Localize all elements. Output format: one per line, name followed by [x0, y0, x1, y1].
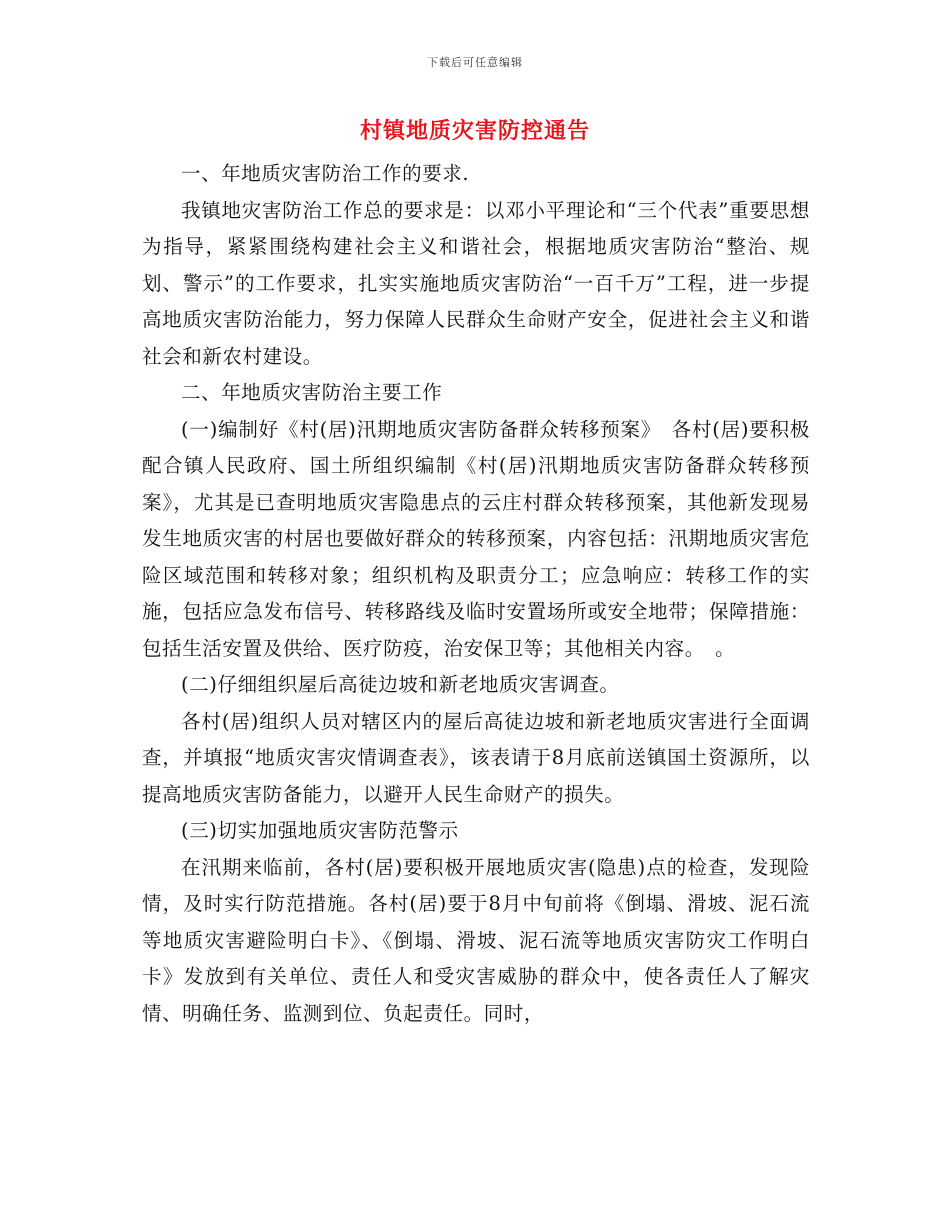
paragraph-general-requirements: 我镇地灾害防治工作总的要求是：以邓小平理论和“三个代表”重要思想为指导，紧紧围绕构建社会主义和谐社会，根据地质灾害防治“整治、规划、警示”的工作要求，扎实实施地质灾害防治“一百千万”工程，进一步提高地质灾害防治能力，努力保障人民群众生命财产安全，促进社会主义和谐社会和新农村建设。: [142, 198, 810, 368]
paragraph-item-3-heading: (三)切实加强地质灾害防范警示: [181, 819, 459, 842]
paragraph-section-2-heading: 二、年地质灾害防治主要工作: [181, 381, 443, 404]
page-header: 下载后可任意编辑: [427, 56, 523, 69]
document-title: 村镇地质灾害防控通告: [359, 118, 590, 144]
paragraph-section-1-heading: 一、年地质灾害防治工作的要求.: [181, 162, 470, 185]
document-body: [142, 156, 810, 1032]
paragraph-item-2-heading: (二)仔细组织屋后高徒边坡和新老地质灾害调查。: [181, 673, 620, 696]
paragraph-item-1-evacuation-plan: (一)编制好《村(居)汛期地质灾害防备群众转移预案》 各村(居)要积极配合镇人民政府、国土所组织编制《村(居)汛期地质灾害防备群众转移预案》，尤其是已查明地质灾害隐患点的云庄村群众转移预案，其他新发现易发生地质灾害的村居也要做好群众的转移预案，内容包括：汛期地质灾害危险区域范围和转移对象；组织机构及职责分工；应急响应：转移工作的实施，包括应急发布信号、转移路线及临时安置场所或安全地带；保障措施：包括生活安置及供给、医疗防疫，治安保卫等；其他相关内容。 。: [142, 417, 810, 660]
paragraph-item-2-survey: 各村(居)组织人员对辖区内的屋后高徒边坡和新老地质灾害进行全面调查，并填报“地质灾害灾情调查表》，该表请于8月底前送镇国土资源所，以提高地质灾害防备能力，以避开人民生命财产的损失。: [142, 709, 810, 806]
paragraph-item-3-warning: 在汛期来临前，各村(居)要积极开展地质灾害(隐患)点的检查，发现险情，及时实行防范措施。各村(居)要于8月中旬前将《倒塌、滑坡、泥石流等地质灾害避险明白卡》、《倒塌、滑坡、泥石流等地质灾害防灾工作明白卡》发放到有关单位、责任人和受灾害威胁的群众中，使各责任人了解灾情、明确任务、监测到位、负起责任。同时，: [142, 855, 810, 1025]
